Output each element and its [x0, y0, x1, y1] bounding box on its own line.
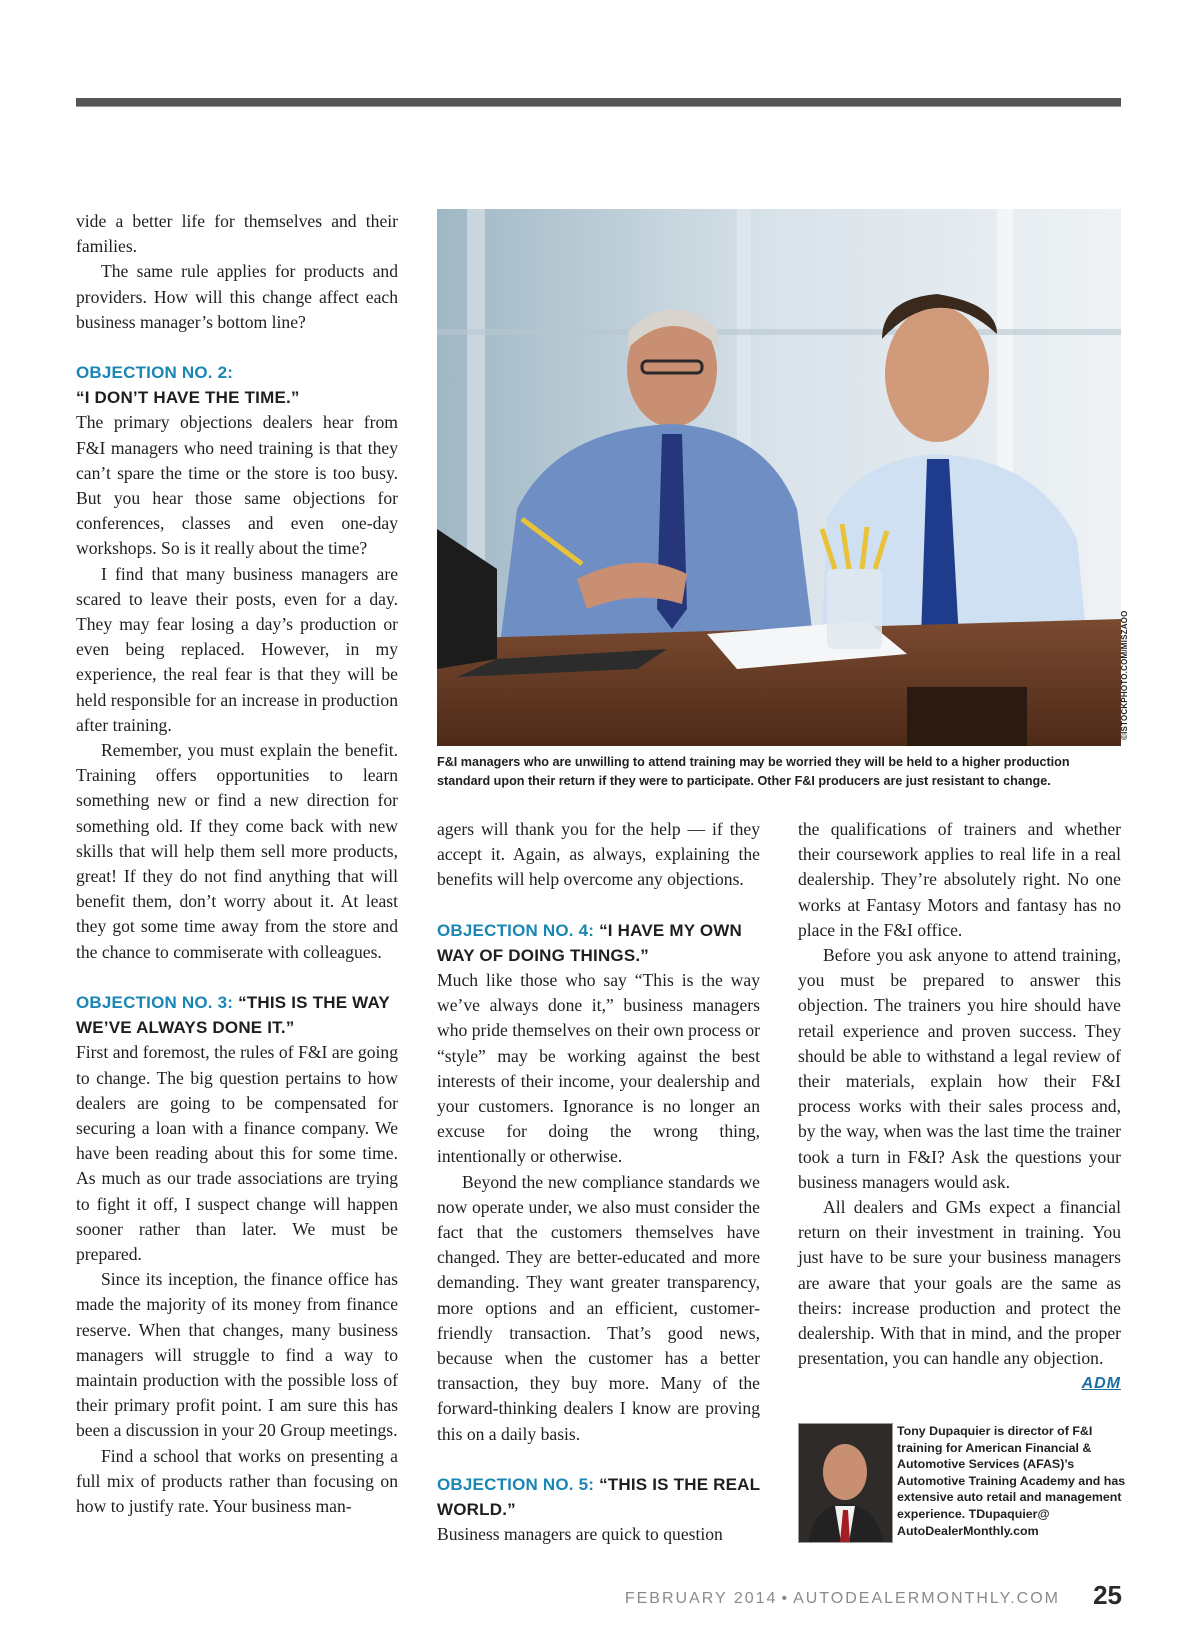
end-mark-logo: ADM — [1081, 1375, 1121, 1393]
paragraph: The primary objections dealers hear from F&I managers who need training is that they can’t spare the time or the store is too busy. But you hear those same objections for conferences, classes and even one-day workshops. So is it really about the time? — [76, 412, 398, 559]
article-column-2 — [437, 817, 760, 1547]
author-photo — [798, 1423, 893, 1543]
separator: • — [781, 1590, 790, 1607]
objection-quote: “THIS IS THE WAY WE’VE ALWAYS DONE IT.” — [76, 992, 390, 1038]
paragraph: The same rule applies for products and providers. How will this change affect each business manager’s bottom line? — [76, 261, 398, 332]
paragraph: I find that many business managers are scared to leave their posts, even for a day. They may fear losing a day’s production or even being replaced. However, in my experience, the real fear is that they will be held responsible for an increase in production after training. — [76, 563, 398, 735]
objection-number: OBJECTION NO. 5: — [437, 1474, 595, 1494]
paragraph: Find a school that works on presenting a full mix of products rather than focusing on how to justify rate. Your business man- — [76, 1445, 398, 1516]
objection-number: OBJECTION NO. 4: — [437, 920, 595, 940]
article-column-1 — [76, 209, 398, 1519]
author-portrait — [799, 1424, 892, 1542]
paragraph: Since its inception, the finance office has made the majority of its money from finance reserve. When that changes, many business managers will struggle to find a way to maintain production with the possible loss of their primary profit point. I am sure this has been a discussion in your 20 Group meetings. — [76, 1269, 398, 1441]
page-number: 25 — [1093, 1580, 1122, 1610]
author-bio: Tony Dupaquier is director of F&I training for American Financial & Automotive Services (AFAS)’s Automotive Training Academy and has extensive auto retail and management experience. TDupaquier@ AutoDealerMonthly.com — [897, 1424, 1126, 1538]
objection-5-heading — [437, 1472, 760, 1522]
objection-quote: “I HAVE MY OWN WAY OF DOING THINGS.” — [437, 920, 743, 965]
objection-number: OBJECTION NO. 2: — [76, 363, 234, 383]
photo-caption: F&I managers who are unwilling to attend training may be worried they will be held to a higher production standard upon their return if they were to participate. Other F&I producers are just resistant to change. — [437, 755, 1070, 788]
paragraph: agers will thank you for the help — if they accept it. Again, as always, explaining the benefits will help overcome any objections. — [437, 819, 760, 890]
paragraph: First and foremost, the rules of F&I are going to change. The big question pertains to how dealers are going to be compensated for securing a loan with a finance company. We have been reading about this for some time. As much as our trade associations are trying to fight it off, I suspect change will happen sooner rather than later. We must be prepared. — [76, 1042, 398, 1264]
paragraph-text: All dealers and GMs expect a financial return on their investment in training. You just have to be sure your business managers are aware that your goals are the same as theirs: increase production and protect the dealership. With that in mind, and the proper presentation, you can handle any objection. — [798, 1197, 1121, 1369]
website: AUTODEALERMONTHLY.COM — [793, 1590, 1060, 1607]
paragraph: Business managers are quick to question — [437, 1524, 723, 1545]
article-column-3 — [798, 817, 1121, 1397]
paragraph: Beyond the new compliance standards we now operate under, we also must consider the fact that the customers themselves have changed. They are better-educated and more demanding. They want greater transparency, more options and an efficient, customer-friendly transaction. That’s good news, because when the customer has a better transaction, they buy more. Many of the forward-thinking dealers I know are proving this on a daily basis. — [437, 1171, 760, 1444]
objection-quote: “THIS IS THE REAL WORLD.” — [437, 1474, 760, 1520]
page-folio — [625, 1590, 1060, 1608]
paragraph — [798, 1195, 1121, 1393]
paragraph: Remember, you must explain the benefit. Training offers opportunities to learn something new or find a new direction for something old. If they come back with new skills that will help them sell more products, great! If they do not find anything that will benefit them, don’t worry about it. At least they got some time away from the store and the chance to commiserate with colleagues. — [76, 740, 398, 962]
top-rule — [76, 98, 1121, 107]
objection-2-heading — [76, 360, 398, 410]
article-photo — [437, 209, 1121, 746]
photo-credit: ©ISTOCKPHOTO.COM/MISZAOO — [1120, 610, 1129, 740]
issue-date: FEBRUARY 2014 — [624, 1590, 778, 1607]
paragraph: Much like those who say “This is the way we’ve always done it,” business managers who pride themselves on their own process or “style” may be working against the best interests of their income, your dealership and your customers. Ignorance is no longer an excuse for doing the wrong thing, intentionally or otherwise. — [437, 970, 760, 1167]
paragraph: Before you ask anyone to attend training, you must be prepared to answer this objection. The trainers you hire should have retail experience and proven success. They should be able to withstand a legal review of their materials, explain how their F&I process works with their sales process and, by the way, when was the last time the trainer took a turn in F&I? Ask the questions your business managers would ask. — [798, 945, 1121, 1192]
objection-4-heading — [437, 918, 760, 968]
paragraph: the qualifications of trainers and whether their coursework applies to real life in a real dealership. They’re absolutely right. No one works at Fantasy Motors and fantasy has no place in the F&I office. — [798, 819, 1121, 940]
objection-3-heading — [76, 990, 398, 1040]
paragraph: vide a better life for themselves and their families. — [76, 211, 398, 257]
objection-number: OBJECTION NO. 3: — [76, 992, 234, 1012]
objection-quote: “I DON’T HAVE THE TIME.” — [76, 388, 300, 408]
office-meeting-illustration — [437, 209, 1121, 746]
